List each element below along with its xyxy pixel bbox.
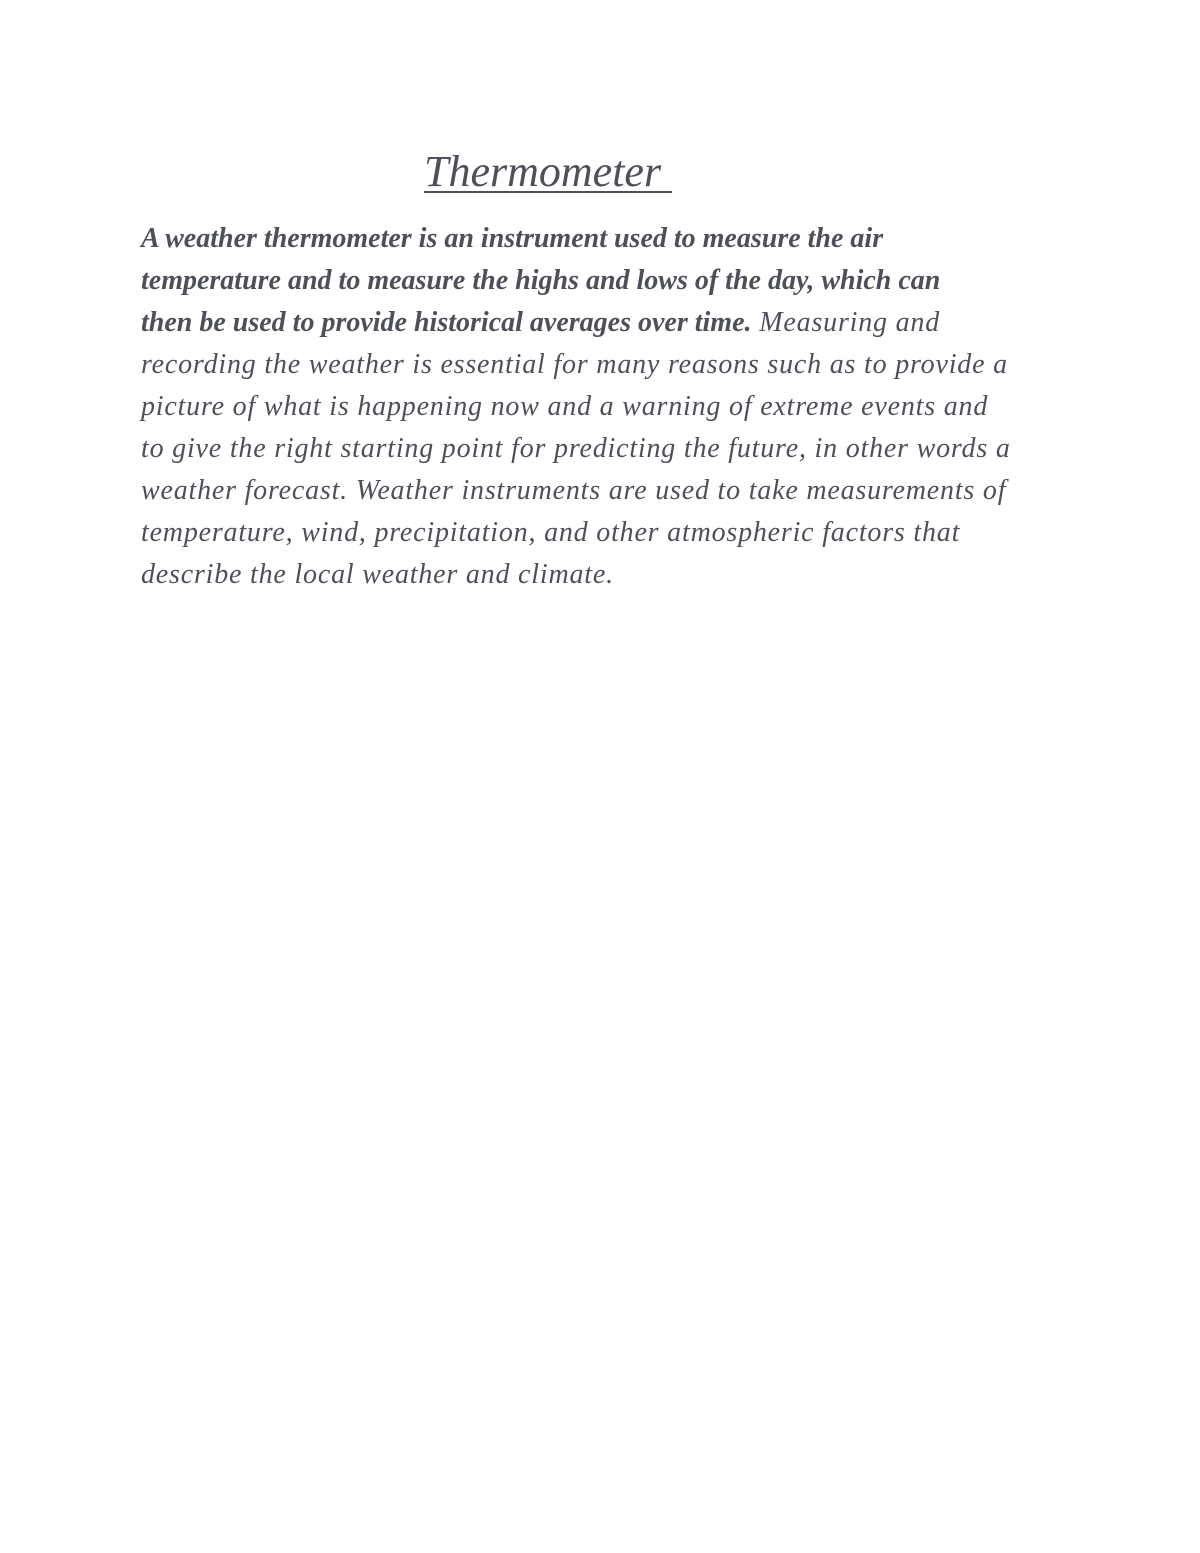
paragraph-line bbox=[141, 554, 1071, 596]
paragraph-line bbox=[141, 386, 1071, 428]
regular-text: weather forecast. Weather instruments are used to take measurements of bbox=[141, 475, 1007, 506]
regular-text: recording the weather is essential for many reasons such as to provide a bbox=[141, 349, 1008, 380]
paragraph-line bbox=[141, 344, 1071, 386]
bold-text: then be used to provide historical averages over time. bbox=[141, 307, 752, 338]
regular-text: temperature, wind, precipitation, and other atmospheric factors that bbox=[141, 517, 961, 548]
regular-text: to give the right starting point for predicting the future, in other words a bbox=[141, 433, 1011, 464]
paragraph-line bbox=[141, 302, 1071, 344]
paragraph-line bbox=[141, 218, 1071, 260]
regular-text: Measuring and bbox=[751, 307, 941, 338]
bold-text: A weather thermometer is an instrument used to measure the air bbox=[141, 223, 884, 254]
paragraph-line bbox=[141, 512, 1071, 554]
paragraph-line bbox=[141, 470, 1071, 512]
regular-text: describe the local weather and climate. bbox=[141, 559, 614, 590]
bold-text: temperature and to measure the highs and lows of the day, which can bbox=[141, 265, 941, 296]
regular-text: picture of what is happening now and a warning of extreme events and bbox=[141, 391, 989, 422]
paragraph-line bbox=[141, 260, 1071, 302]
body-paragraph bbox=[141, 218, 1071, 596]
paragraph-line bbox=[141, 428, 1071, 470]
page-title: Thermometer bbox=[424, 147, 673, 196]
